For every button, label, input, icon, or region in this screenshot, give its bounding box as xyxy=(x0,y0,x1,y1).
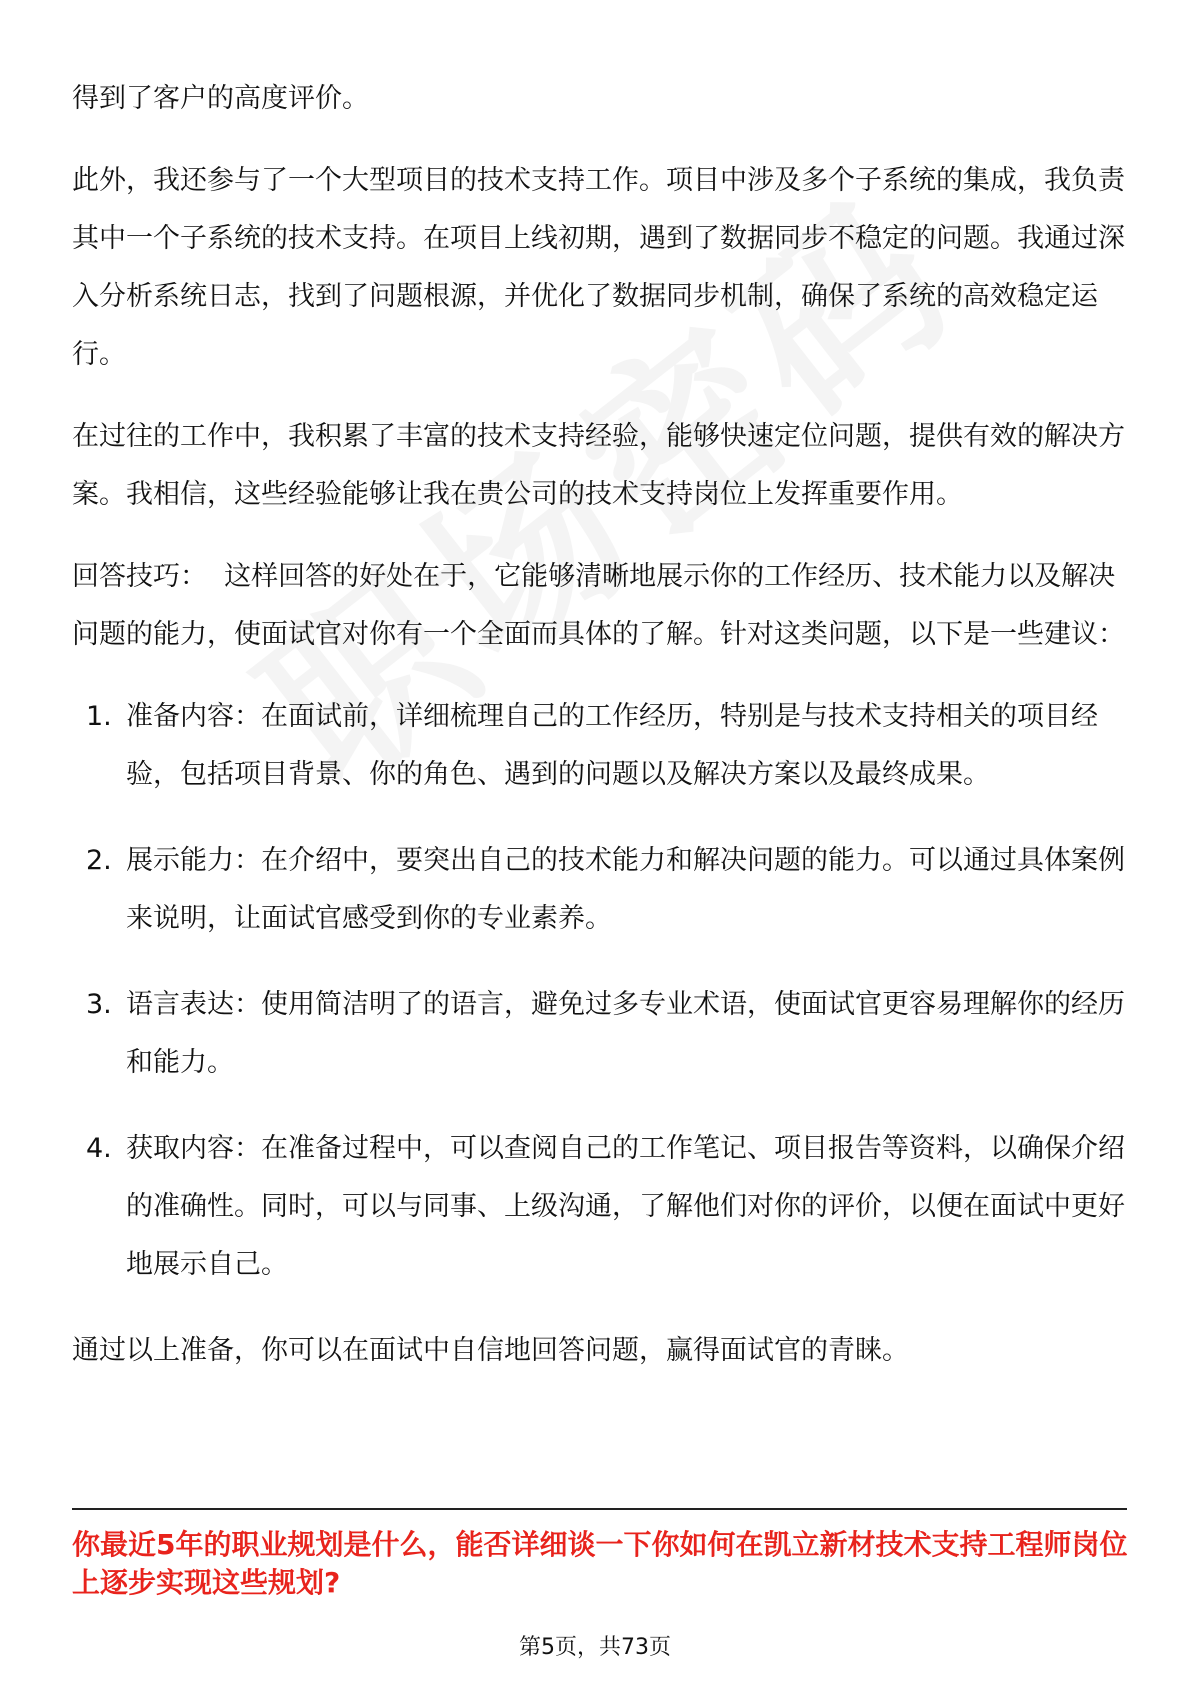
list-item-number: 3. xyxy=(86,989,112,1020)
page-number: 第5页，共73页 xyxy=(519,1635,671,1660)
list-item-text: 准备内容：在面试前，详细梳理自己的工作经历，特别是与技术支持相关的项目经验，包括项目背景、你的角色、遇到的问题以及解决方案以及最终成果。 xyxy=(126,701,1098,790)
section-divider xyxy=(72,1508,1127,1510)
paragraph: 在过往的工作中，我积累了丰富的技术支持经验，能够快速定位问题，提供有效的解决方案。我相信，这些经验能够让我在贵公司的技术支持岗位上发挥重要作用。 xyxy=(72,421,1125,510)
list-item xyxy=(72,1120,1127,1294)
suggestion-list xyxy=(72,688,1127,1294)
list-item-text: 获取内容：在准备过程中，可以查阅自己的工作笔记、项目报告等资料，以确保介绍的准确性。同时，可以与同事、上级沟通，了解他们对你的评价，以便在面试中更好地展示自己。 xyxy=(126,1133,1125,1280)
closing-paragraph: 通过以上准备，你可以在面试中自信地回答问题，赢得面试官的青睐。 xyxy=(72,1335,909,1366)
paragraph: 此外，我还参与了一个大型项目的技术支持工作。项目中涉及多个子系统的集成，我负责其中一个子系统的技术支持。在项目上线初期，遇到了数据同步不稳定的问题。我通过深入分析系统日志，找到了问题根源，并优化了数据同步机制，确保了系统的高效稳定运行。 xyxy=(72,165,1125,370)
list-item xyxy=(72,688,1127,804)
paragraph: 得到了客户的高度评价。 xyxy=(72,83,369,114)
list-item xyxy=(72,976,1127,1092)
next-question-heading: 你最近5年的职业规划是什么，能否详细谈一下你如何在凯立新材技术支持工程师岗位上逐步实现这些规划? xyxy=(72,1528,1128,1599)
page-body xyxy=(72,70,1127,1404)
answer-tips xyxy=(72,548,1127,664)
answer-tips-text: 这样回答的好处在于，它能够清晰地展示你的工作经历、技术能力以及解决问题的能力，使面试官对你有一个全面而具体的了解。针对这类问题，以下是一些建议： xyxy=(72,561,1125,650)
list-item-text: 展示能力：在介绍中，要突出自己的技术能力和解决问题的能力。可以通过具体案例来说明，让面试官感受到你的专业素养。 xyxy=(126,845,1125,934)
list-item-text: 语言表达：使用简洁明了的语言，避免过多专业术语，使面试官更容易理解你的经历和能力。 xyxy=(126,989,1125,1078)
list-item xyxy=(72,832,1127,948)
answer-tips-label: 回答技巧： xyxy=(72,561,207,592)
list-item-number: 1. xyxy=(86,701,112,732)
list-item-number: 4. xyxy=(86,1133,112,1164)
list-item-number: 2. xyxy=(86,845,112,876)
